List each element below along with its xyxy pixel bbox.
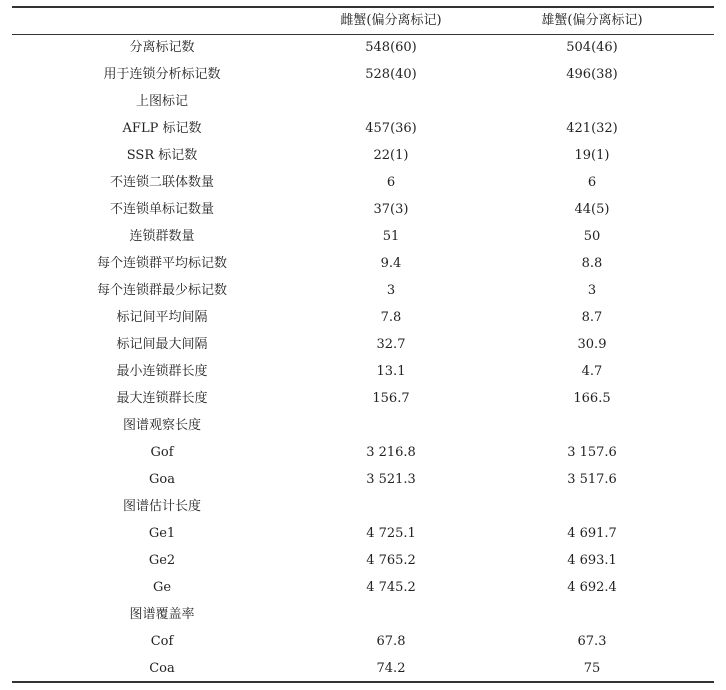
female-value: 528(40) [365, 67, 417, 82]
female-value: 3 [386, 283, 396, 298]
female-value: 6 [386, 175, 396, 190]
male-value: 3 157.6 [567, 445, 617, 460]
male-value: 496(38) [566, 67, 618, 82]
table-header-row [12, 7, 714, 34]
female-value [312, 601, 470, 628]
row-label: Ge [152, 580, 172, 595]
table-row [12, 88, 714, 115]
male-value: 504(46) [566, 40, 618, 55]
table-row [12, 601, 714, 628]
male-value: 4 693.1 [567, 553, 617, 568]
female-value: 51 [382, 229, 400, 244]
row-label: 每个连锁群平均标记数 [96, 256, 227, 271]
header-cell-female: 雌蟹(偏分离标记) [340, 13, 442, 28]
female-value: 74.2 [376, 661, 406, 676]
male-value: 19(1) [574, 148, 610, 163]
female-value [312, 493, 470, 520]
female-value: 7.8 [380, 310, 402, 325]
male-value: 6 [587, 175, 597, 190]
female-value: 13.1 [376, 364, 406, 379]
male-value: 421(32) [566, 121, 618, 136]
table-row [12, 61, 714, 88]
row-label: 不连锁二联体数量 [109, 175, 214, 190]
female-value: 9.4 [380, 256, 402, 271]
row-label: 最小连锁群长度 [116, 364, 208, 379]
male-value: 30.9 [577, 337, 607, 352]
table-row [12, 358, 714, 385]
female-value: 3 216.8 [366, 445, 416, 460]
female-value: 67.8 [376, 634, 406, 649]
row-label: 不连锁单标记数量 [109, 202, 214, 217]
header-cell-label [12, 7, 312, 34]
row-label: Ge2 [148, 553, 176, 568]
row-label: Ge1 [148, 526, 176, 541]
male-value: 44(5) [574, 202, 610, 217]
row-label: 分离标记数 [129, 40, 195, 55]
row-label: 连锁群数量 [129, 229, 195, 244]
female-value: 156.7 [372, 391, 410, 406]
row-label: Cof [150, 634, 174, 649]
male-value: 4 691.7 [567, 526, 617, 541]
female-value: 4 765.2 [366, 553, 416, 568]
table-row [12, 169, 714, 196]
table-row [12, 547, 714, 574]
male-value: 75 [583, 661, 601, 676]
male-value: 8.7 [581, 310, 603, 325]
row-label: 上图标记 [135, 94, 188, 109]
table-row [12, 628, 714, 655]
row-label: AFLP 标记数 [122, 121, 202, 136]
row-label: 用于连锁分析标记数 [103, 67, 221, 82]
row-label: Gof [150, 445, 174, 460]
header-cell-male: 雄蟹(偏分离标记) [541, 13, 643, 28]
table-row [12, 385, 714, 412]
table-row [12, 574, 714, 601]
row-label: Coa [149, 661, 175, 676]
row-label: SSR 标记数 [126, 148, 198, 163]
male-value [470, 493, 714, 520]
female-value: 457(36) [365, 121, 417, 136]
male-value: 3 517.6 [567, 472, 617, 487]
table-row [12, 304, 714, 331]
female-value: 4 725.1 [366, 526, 416, 541]
table-bottom-rule [12, 681, 714, 683]
row-label: 图谱观察长度 [122, 418, 201, 433]
female-value: 32.7 [376, 337, 406, 352]
female-value: 548(60) [365, 40, 417, 55]
male-value [470, 412, 714, 439]
table-row [12, 520, 714, 547]
table-row [12, 250, 714, 277]
male-value: 4 692.4 [567, 580, 617, 595]
male-value: 50 [583, 229, 601, 244]
male-value [470, 601, 714, 628]
table-row [12, 142, 714, 169]
row-label: 图谱估计长度 [122, 499, 201, 514]
male-value [470, 88, 714, 115]
row-label: Goa [149, 472, 175, 487]
female-value: 3 521.3 [366, 472, 416, 487]
table-row [12, 34, 714, 61]
row-label: 标记间平均间隔 [116, 310, 208, 325]
female-value: 4 745.2 [366, 580, 416, 595]
table-row [12, 331, 714, 358]
table-row [12, 466, 714, 493]
row-label: 最大连锁群长度 [116, 391, 208, 406]
female-value [312, 412, 470, 439]
male-value: 8.8 [581, 256, 603, 271]
female-value: 22(1) [373, 148, 409, 163]
table-row [12, 115, 714, 142]
table-row [12, 655, 714, 682]
male-value: 67.3 [577, 634, 607, 649]
table-row [12, 223, 714, 250]
table-row [12, 439, 714, 466]
row-label: 每个连锁群最少标记数 [96, 283, 227, 298]
row-label: 标记间最大间隔 [116, 337, 208, 352]
table-row [12, 412, 714, 439]
female-value [312, 88, 470, 115]
female-value: 37(3) [373, 202, 409, 217]
table-row [12, 493, 714, 520]
male-value: 4.7 [581, 364, 603, 379]
male-value: 3 [587, 283, 597, 298]
male-value: 166.5 [573, 391, 611, 406]
table-row [12, 277, 714, 304]
table-row [12, 196, 714, 223]
row-label: 图谱覆盖率 [129, 607, 195, 622]
